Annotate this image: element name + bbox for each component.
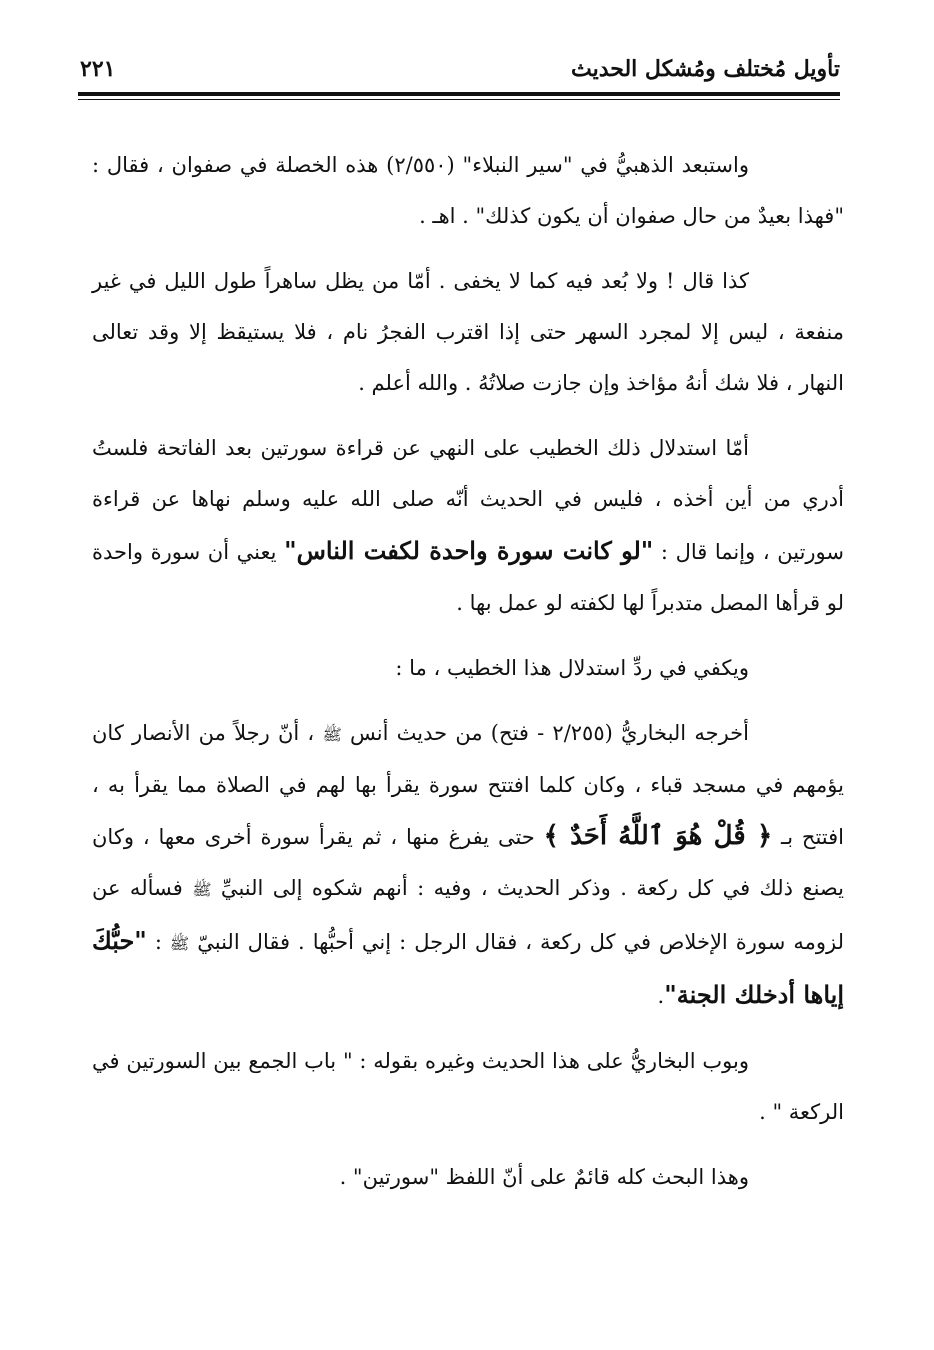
paragraph-4: ويكفي في ردِّ استدلال هذا الخطيب ، ما : (395, 656, 749, 680)
header-rule-thin (78, 99, 840, 100)
honorific-2: ﷺ (192, 880, 212, 899)
paragraph-1: واستبعد الذهبيُّ في "سير النبلاء" (٢/٥٥٠) هذه الخصلة في صفوان ، فقال : "فهذا بعيدٌ من حال صفوان أن يكون كذلك" . اهـ . (92, 153, 844, 228)
prophet-quote: "حبُّكَ إياها أدخلك الجنة" (92, 926, 844, 1009)
honorific-1: ﷺ (322, 725, 342, 744)
running-title: تأويل مُختلف ومُشكل الحديث (570, 56, 840, 82)
paragraph-3-text-a: أمّا استدلال ذلك الخطيب على النهي عن قراءة سورتين بعد الفاتحة فلستُ أدري من أين أخذه ، فليس في الحديث أنّه صلى الله عليه وسلم نهاها عن قراءة سورتين ، وإنما قال : (92, 436, 845, 564)
body-text (92, 140, 844, 1217)
quran-verse: ﴿ قُلْ هُوَ ٱللَّهُ أَحَدٌ ﴾ (543, 821, 773, 851)
paragraph-5-text-d: فسأله عن لزومه سورة الإخلاص في كل ركعة ، فقال الرجل : إني أحبُّها . فقال النبيّ (92, 876, 844, 954)
honorific-3: ﷺ (169, 934, 190, 953)
paragraph-3 (92, 423, 844, 629)
paragraph-2: كذا قال ! ولا بُعد فيه كما لا يخفى . أمّا من يظل ساهراً طول الليل في غير منفعة ، ليس إلا لمجرد السهر حتى إذا اقترب الفجرُ نام ، فلا يستيقظ إلا وقد تعالى النهار ، فلا شك أنهُ مؤاخذ وإن جازت صلاتُهُ . والله أعلم . (92, 269, 844, 395)
paragraph-5-text-c: حتى يفرغ منها ، ثم يقرأ سورة أخرى معها ، وكان يصنع ذلك في كل ركعة . وذكر الحديث ، وفيه : أنهم شكوه إلى النبيِّ (92, 825, 844, 900)
hadith-quote: "لو كانت سورة واحدة لكفت الناس" (284, 536, 654, 565)
paragraph-5 (92, 708, 844, 1022)
paragraph-5-text-b: ، أنّ رجلاً من الأنصار كان يؤمهم في مسجد قباء ، وكان كلما افتتح سورة يقرأ بها لهم في الصلاة مما يقرأ به ، افتتح بـ (92, 721, 845, 849)
page-number: ٢٢١ (80, 56, 116, 82)
header-rule-thick (78, 92, 840, 96)
paragraph-3-text-b: يعني أن سورة واحدة لو قرأها المصل متدبراً لها لكفته لو عمل بها . (92, 540, 844, 615)
page-header (80, 50, 840, 92)
paragraph-5-text-e: : (146, 930, 170, 954)
paragraph-5-text-a: أخرجه البخاريُّ (٢/٢٥٥ - فتح) من حديث أنس (341, 721, 749, 745)
paragraph-6: وبوب البخاريُّ على هذا الحديث وغيره بقوله : " باب الجمع بين السورتين في الركعة " . (92, 1049, 844, 1124)
paragraph-5-text-f: . (657, 984, 665, 1008)
paragraph-7: وهذا البحث كله قائمٌ على أنّ اللفظ "سورتين" . (339, 1165, 749, 1189)
